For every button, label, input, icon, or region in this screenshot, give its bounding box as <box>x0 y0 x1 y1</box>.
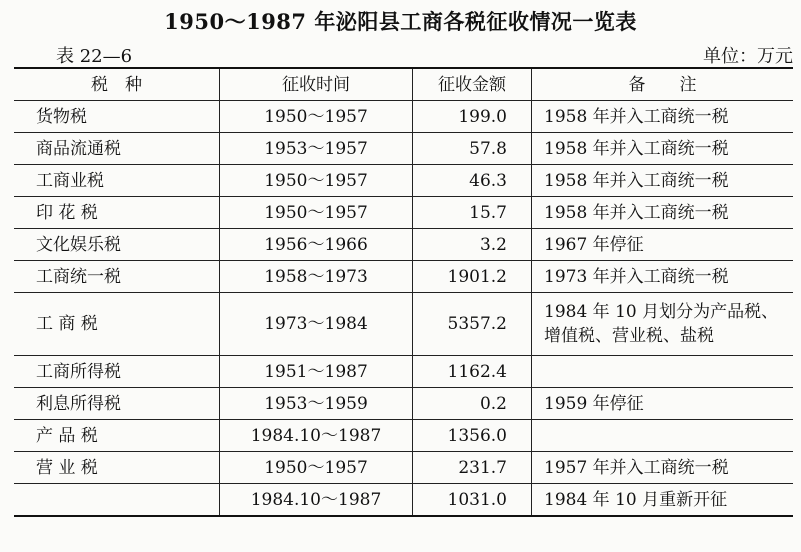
cell-tax-type: 工商统一税 <box>14 261 220 293</box>
cell-period: 1951～1987 <box>220 356 413 388</box>
table-row <box>14 388 793 420</box>
table-row <box>14 420 793 452</box>
header-amount: 征收金额 <box>413 68 532 101</box>
cell-amount: 1356.0 <box>413 420 532 452</box>
cell-tax-type <box>14 484 220 517</box>
cell-amount: 1901.2 <box>413 261 532 293</box>
cell-period: 1958～1973 <box>220 261 413 293</box>
cell-period: 1950～1957 <box>220 197 413 229</box>
cell-tax-type: 营 业 税 <box>14 452 220 484</box>
table-row <box>14 261 793 293</box>
cell-tax-type: 产 品 税 <box>14 420 220 452</box>
cell-tax-type: 货物税 <box>14 101 220 133</box>
table-row <box>14 356 793 388</box>
cell-amount: 1162.4 <box>413 356 532 388</box>
cell-period: 1950～1957 <box>220 165 413 197</box>
header-note: 备 注 <box>532 68 794 101</box>
header-period: 征收时间 <box>220 68 413 101</box>
page-title: 1950～1987 年泌阳县工商各税征收情况一览表 <box>164 9 637 34</box>
cell-tax-type: 工 商 税 <box>14 293 220 356</box>
cell-amount: 199.0 <box>413 101 532 133</box>
table-row <box>14 229 793 261</box>
table-row <box>14 101 793 133</box>
cell-tax-type: 商品流通税 <box>14 133 220 165</box>
cell-note: 1967 年停征 <box>532 229 794 261</box>
header-tax-type: 税 种 <box>14 68 220 101</box>
cell-amount: 0.2 <box>413 388 532 420</box>
cell-tax-type: 工商业税 <box>14 165 220 197</box>
cell-amount: 15.7 <box>413 197 532 229</box>
cell-tax-type: 利息所得税 <box>14 388 220 420</box>
cell-note: 1984 年 10 月划分为产品税、增值税、营业税、盐税 <box>532 293 794 356</box>
cell-note: 1958 年并入工商统一税 <box>532 197 794 229</box>
cell-amount: 1031.0 <box>413 484 532 517</box>
cell-period: 1956～1966 <box>220 229 413 261</box>
unit-label: 单位：万元 <box>703 46 793 67</box>
cell-amount: 5357.2 <box>413 293 532 356</box>
cell-amount: 3.2 <box>413 229 532 261</box>
cell-amount: 231.7 <box>413 452 532 484</box>
cell-amount: 57.8 <box>413 133 532 165</box>
cell-note: 1973 年并入工商统一税 <box>532 261 794 293</box>
cell-period: 1950～1957 <box>220 101 413 133</box>
table-row <box>14 197 793 229</box>
cell-period: 1984.10～1987 <box>220 420 413 452</box>
table-row <box>14 452 793 484</box>
table-body <box>14 101 793 517</box>
table-row <box>14 165 793 197</box>
cell-note: 1959 年停征 <box>532 388 794 420</box>
cell-period: 1953～1957 <box>220 133 413 165</box>
cell-tax-type: 工商所得税 <box>14 356 220 388</box>
cell-note: 1958 年并入工商统一税 <box>532 133 794 165</box>
table-header-row <box>14 68 793 101</box>
table-number: 表 22—6 <box>56 46 133 67</box>
table-row <box>14 484 793 517</box>
cell-note: 1958 年并入工商统一税 <box>532 165 794 197</box>
table-row <box>14 293 793 356</box>
cell-tax-type: 文化娱乐税 <box>14 229 220 261</box>
table-row <box>14 133 793 165</box>
cell-note <box>532 356 794 388</box>
cell-period: 1984.10～1987 <box>220 484 413 517</box>
cell-note: 1957 年并入工商统一税 <box>532 452 794 484</box>
tax-table <box>14 67 793 517</box>
cell-period: 1950～1957 <box>220 452 413 484</box>
cell-note: 1958 年并入工商统一税 <box>532 101 794 133</box>
cell-period: 1973～1984 <box>220 293 413 356</box>
cell-period: 1953～1959 <box>220 388 413 420</box>
cell-amount: 46.3 <box>413 165 532 197</box>
cell-note: 1984 年 10 月重新开征 <box>532 484 794 517</box>
cell-note <box>532 420 794 452</box>
cell-tax-type: 印 花 税 <box>14 197 220 229</box>
